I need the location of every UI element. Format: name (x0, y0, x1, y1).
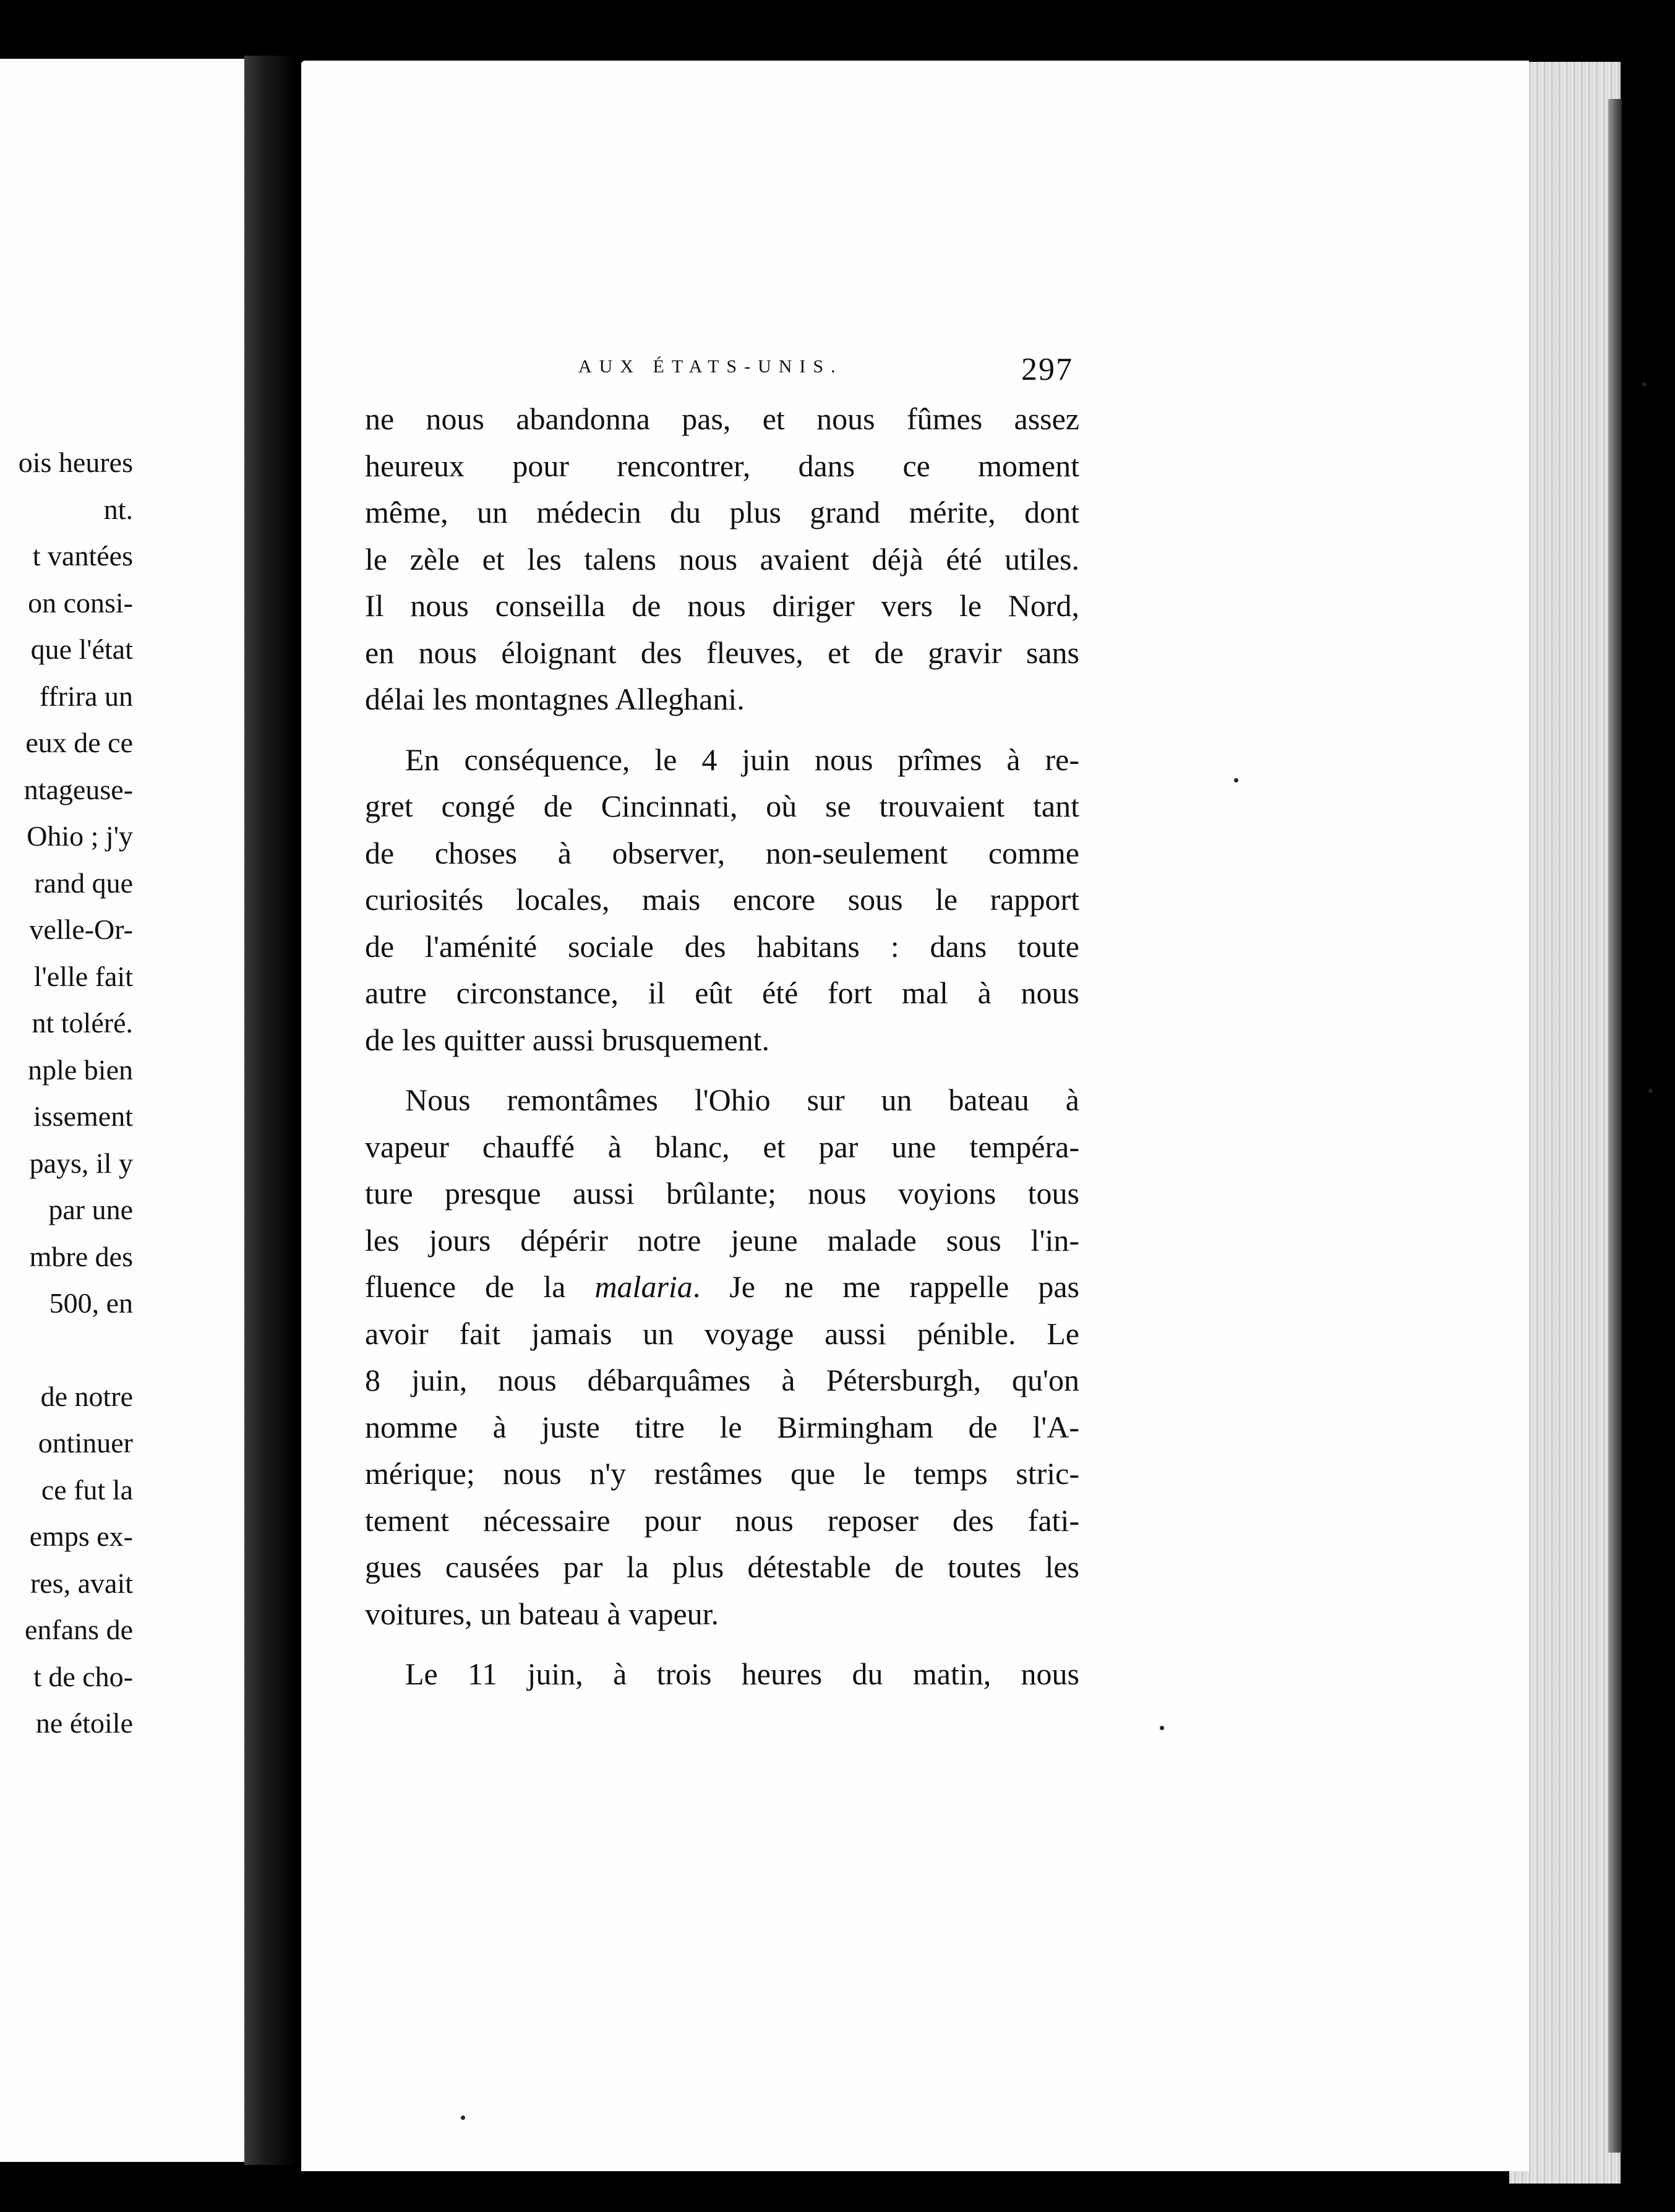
left-line: 500, en (49, 1287, 133, 1319)
text-line: 8 juin, nous débarquâmes à Pétersburgh, qu'on (365, 1363, 1079, 1397)
left-line: pays, il y (29, 1147, 133, 1179)
left-line: enfans de (25, 1614, 133, 1645)
left-line: ffrira un (39, 680, 133, 712)
left-line: mbre des (29, 1240, 133, 1272)
left-line: rand que (34, 867, 133, 899)
text-line: En conséquence, le 4 juin nous prîmes à re- (405, 742, 1079, 777)
left-line: que l'état (30, 633, 133, 665)
left-line: de notre (40, 1380, 133, 1412)
left-line: ce fut la (41, 1473, 133, 1506)
text-line: gret congé de Cincinnati, où se trouvaient tant (365, 789, 1079, 823)
paragraph (365, 396, 1079, 723)
scan-speck (1160, 1726, 1164, 1730)
running-head (365, 346, 1079, 396)
paragraph (365, 1651, 1079, 1698)
text-line: gues causées par la plus détestable de toutes les (365, 1550, 1079, 1584)
scan-speck (1642, 382, 1647, 387)
left-line: nple bien (28, 1053, 133, 1086)
page-edge-shadow (1608, 99, 1622, 2153)
left-line: ois heures (18, 447, 133, 478)
left-line: on consi- (28, 586, 133, 619)
text-line: de les quitter aussi brusquement. (365, 1022, 770, 1057)
text-line: de choses à observer, non-seulement comme (365, 835, 1079, 870)
text-line: les jours dépérir notre jeune malade sous l'in- (365, 1222, 1079, 1258)
left-line: res, avait (30, 1567, 133, 1599)
text-line: autre circonstance, il eût été fort mal à nous (365, 975, 1079, 1010)
left-line: velle-Or- (29, 914, 133, 945)
left-page-text (0, 439, 133, 1747)
text-line: tement nécessaire pour nous reposer des fati- (365, 1503, 1079, 1538)
left-page (0, 59, 244, 2162)
left-line: Ohio ; j'y (27, 820, 133, 852)
left-line: l'elle fait (33, 960, 133, 992)
book-gutter (244, 56, 297, 2165)
text-line: avoir fait jamais un voyage aussi pénible. Le (365, 1316, 1079, 1351)
left-line: t vantées (32, 540, 133, 572)
text-line: fluence de la malaria. Je ne me rappelle pas (365, 1269, 1079, 1304)
left-line: par une (48, 1194, 133, 1225)
running-title: AUX ÉTATS-UNIS. (578, 356, 843, 377)
left-line: nt. (103, 493, 133, 525)
paragraph (365, 737, 1079, 1064)
text-line: vapeur chauffé à blanc, et par une tempéra- (365, 1129, 1079, 1164)
text-line: curiosités locales, mais encore sous le rapport (365, 882, 1079, 917)
text-line: Il nous conseilla de nous diriger vers le Nord, (365, 588, 1079, 623)
left-line: issement (33, 1100, 133, 1132)
text-line: Nous remontâmes l'Ohio sur un bateau à (405, 1082, 1079, 1117)
text-line: même, un médecin du plus grand mérite, dont (365, 495, 1079, 529)
scan-speck (461, 2116, 465, 2120)
scan-speck (1234, 778, 1238, 782)
text-line: Le 11 juin, à trois heures du matin, nous (405, 1657, 1079, 1691)
italic-word: malaria (594, 1269, 693, 1304)
left-line: ntageuse- (24, 773, 133, 805)
text-line: délai les montagnes Alleghani. (365, 682, 745, 716)
page-number: 297 (1021, 352, 1073, 387)
page-text-block (365, 346, 1079, 1698)
paragraph (365, 1077, 1079, 1637)
left-line: ne étoile (35, 1707, 133, 1739)
text-line: de l'aménité sociale des habitans : dans toute (365, 928, 1079, 964)
left-line: t de cho- (33, 1660, 133, 1692)
text-line: le zèle et les talens nous avaient déjà été utiles. (365, 541, 1079, 577)
text-line: ne nous abandonna pas, et nous fûmes assez (365, 401, 1079, 436)
scan-speck (1648, 1089, 1653, 1093)
text-line: heureux pour rencontrer, dans ce moment (365, 448, 1079, 483)
text-line: mérique; nous n'y restâmes que le temps stric- (365, 1456, 1079, 1491)
text-line: nomme à juste titre le Birmingham de l'A- (365, 1409, 1079, 1444)
text-line: en nous éloignant des fleuves, et de gravir sans (365, 635, 1079, 670)
left-line: nt toléré. (32, 1007, 133, 1039)
text-line: voitures, un bateau à vapeur. (365, 1596, 719, 1631)
left-line: ontinuer (38, 1427, 133, 1459)
text-line: ture presque aussi brûlante; nous voyions tous (365, 1176, 1079, 1211)
left-line: eux de ce (25, 727, 133, 758)
left-line: emps ex- (29, 1520, 133, 1552)
